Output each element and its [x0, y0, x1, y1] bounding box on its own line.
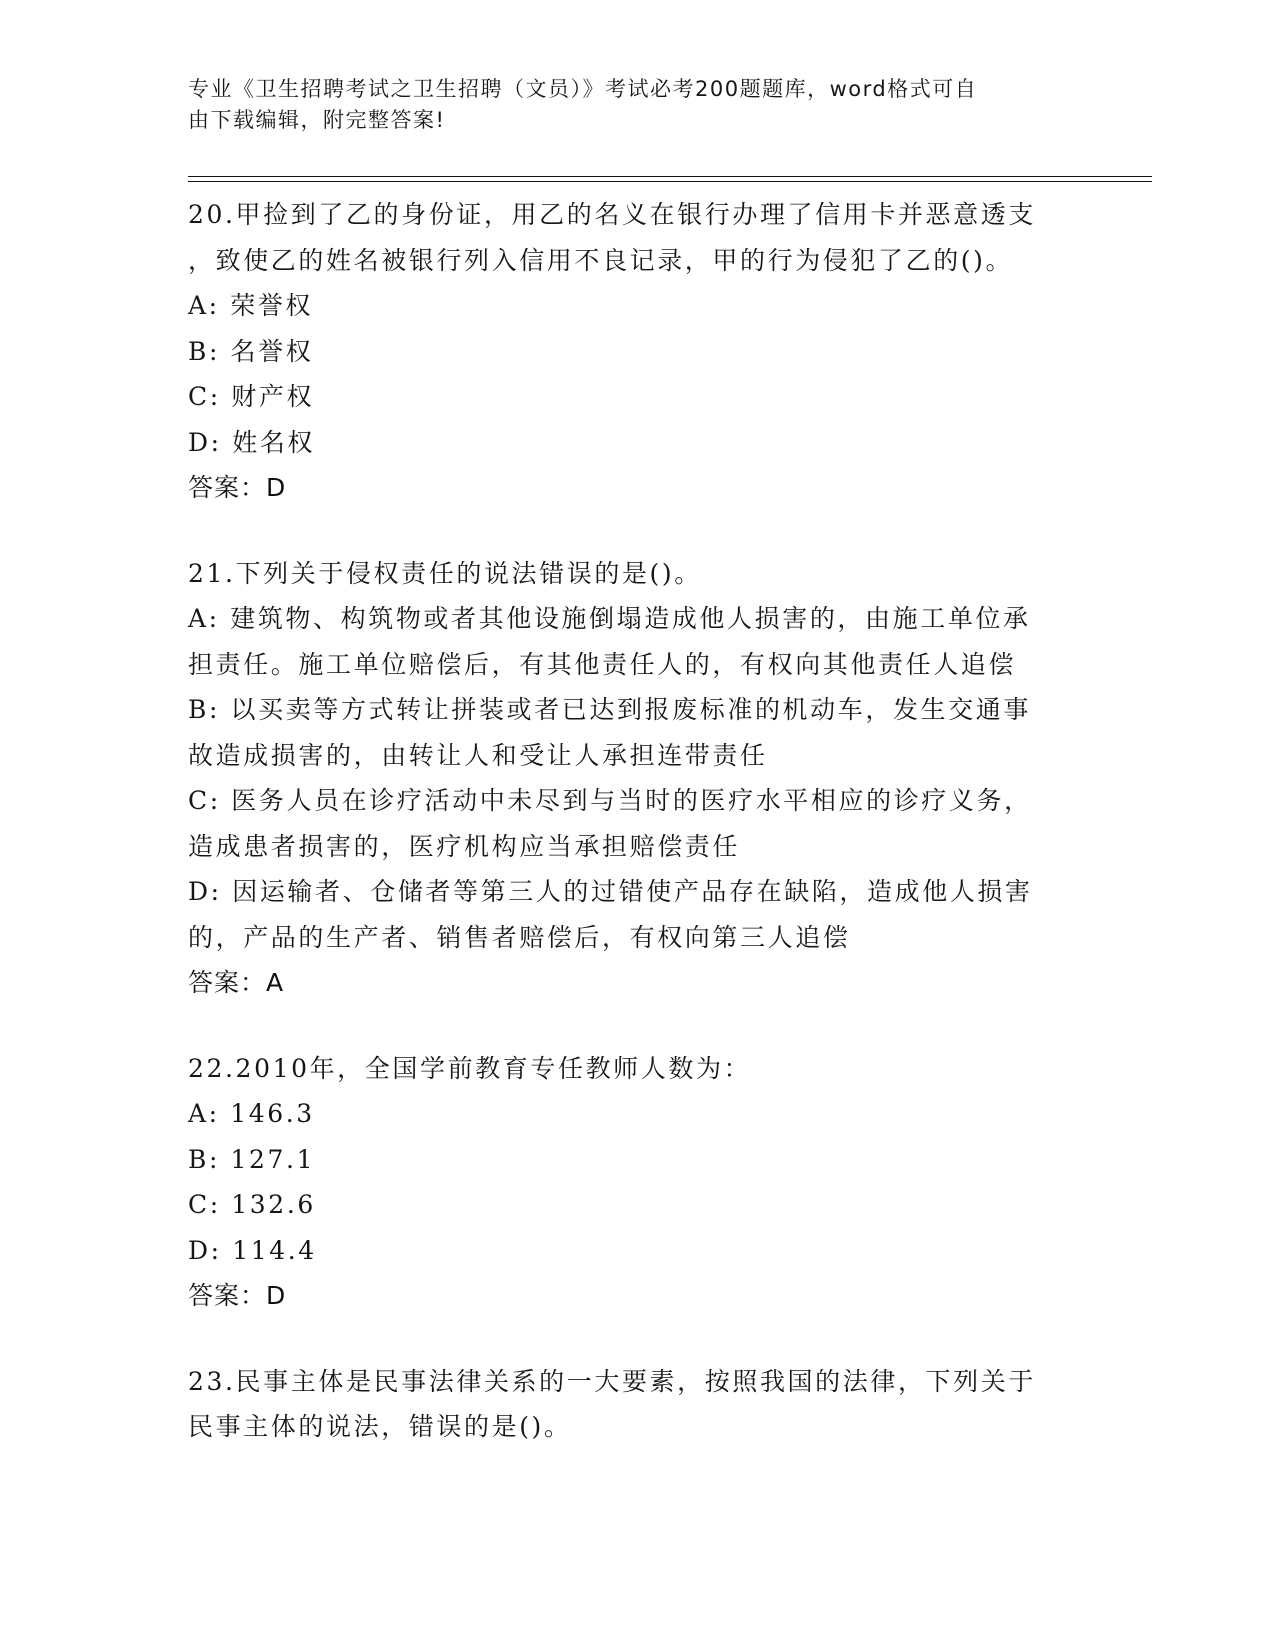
- option-d: D: 姓名权: [188, 427, 316, 457]
- question-stem-line: 民事主体的说法，错误的是()。: [188, 1412, 572, 1441]
- answer-line: 答案：D: [188, 1281, 287, 1310]
- option-c: C: 132.6: [188, 1190, 316, 1219]
- option-d-continued: 的，产品的生产者、销售者赔偿后，有权向第三人追偿: [188, 922, 851, 952]
- question-21: [188, 551, 1088, 1006]
- option-d: D: 114.4: [188, 1235, 317, 1265]
- question-stem-line: 20.甲捡到了乙的身份证，用乙的名义在银行办理了信用卡并恶意透支: [188, 200, 1036, 229]
- header-line-1: 专业《卫生招聘考试之卫生招聘（文员）》考试必考200题题库，word格式可自: [188, 77, 978, 101]
- option-b-continued: 故造成损害的，由转让人和受让人承担连带责任: [188, 740, 768, 770]
- question-22: [188, 1046, 1088, 1319]
- answer-line: 答案：A: [188, 968, 285, 997]
- answer-line: 答案：D: [188, 473, 287, 502]
- header-rule-bottom: [188, 181, 1152, 182]
- option-b: B: 127.1: [188, 1144, 316, 1174]
- question-list: [188, 192, 1088, 1450]
- header-line-2: 由下载编辑，附完整答案!: [188, 108, 446, 132]
- question-stem-line: 22.2010年，全国学前教育专任教师人数为：: [188, 1053, 752, 1083]
- option-a-continued: 担责任。施工单位赔偿后，有其他责任人的，有权向其他责任人追偿: [188, 649, 1017, 679]
- question-23: [188, 1359, 1088, 1450]
- option-b: B: 名誉权: [188, 336, 314, 366]
- document-header: [188, 74, 1068, 136]
- header-rule-top: [188, 176, 1152, 177]
- option-c-continued: 造成患者损害的，医疗机构应当承担赔偿责任: [188, 831, 741, 861]
- option-a: A: 荣誉权: [188, 291, 314, 320]
- option-b: B: 以买卖等方式转让拼装或者已达到报废标准的机动车，发生交通事: [188, 695, 1031, 724]
- option-d: D: 因运输者、仓储者等第三人的过错使产品存在缺陷，造成他人损害: [188, 877, 1033, 906]
- question-stem-line: 21.下列关于侵权责任的说法错误的是()。: [188, 558, 702, 588]
- option-c: C: 财产权: [188, 382, 315, 411]
- option-c: C: 医务人员在诊疗活动中未尽到与当时的医疗水平相应的诊疗义务，: [188, 786, 1032, 815]
- question-stem-line: 23.民事主体是民事法律关系的一大要素，按照我国的法律，下列关于: [188, 1366, 1036, 1396]
- option-a: A: 建筑物、构筑物或者其他设施倒塌造成他人损害的，由施工单位承: [188, 604, 1031, 633]
- question-20: [188, 192, 1088, 511]
- question-stem-line: ，致使乙的姓名被银行列入信用不良记录，甲的行为侵犯了乙的()。: [188, 245, 1014, 275]
- option-a: A: 146.3: [188, 1099, 315, 1128]
